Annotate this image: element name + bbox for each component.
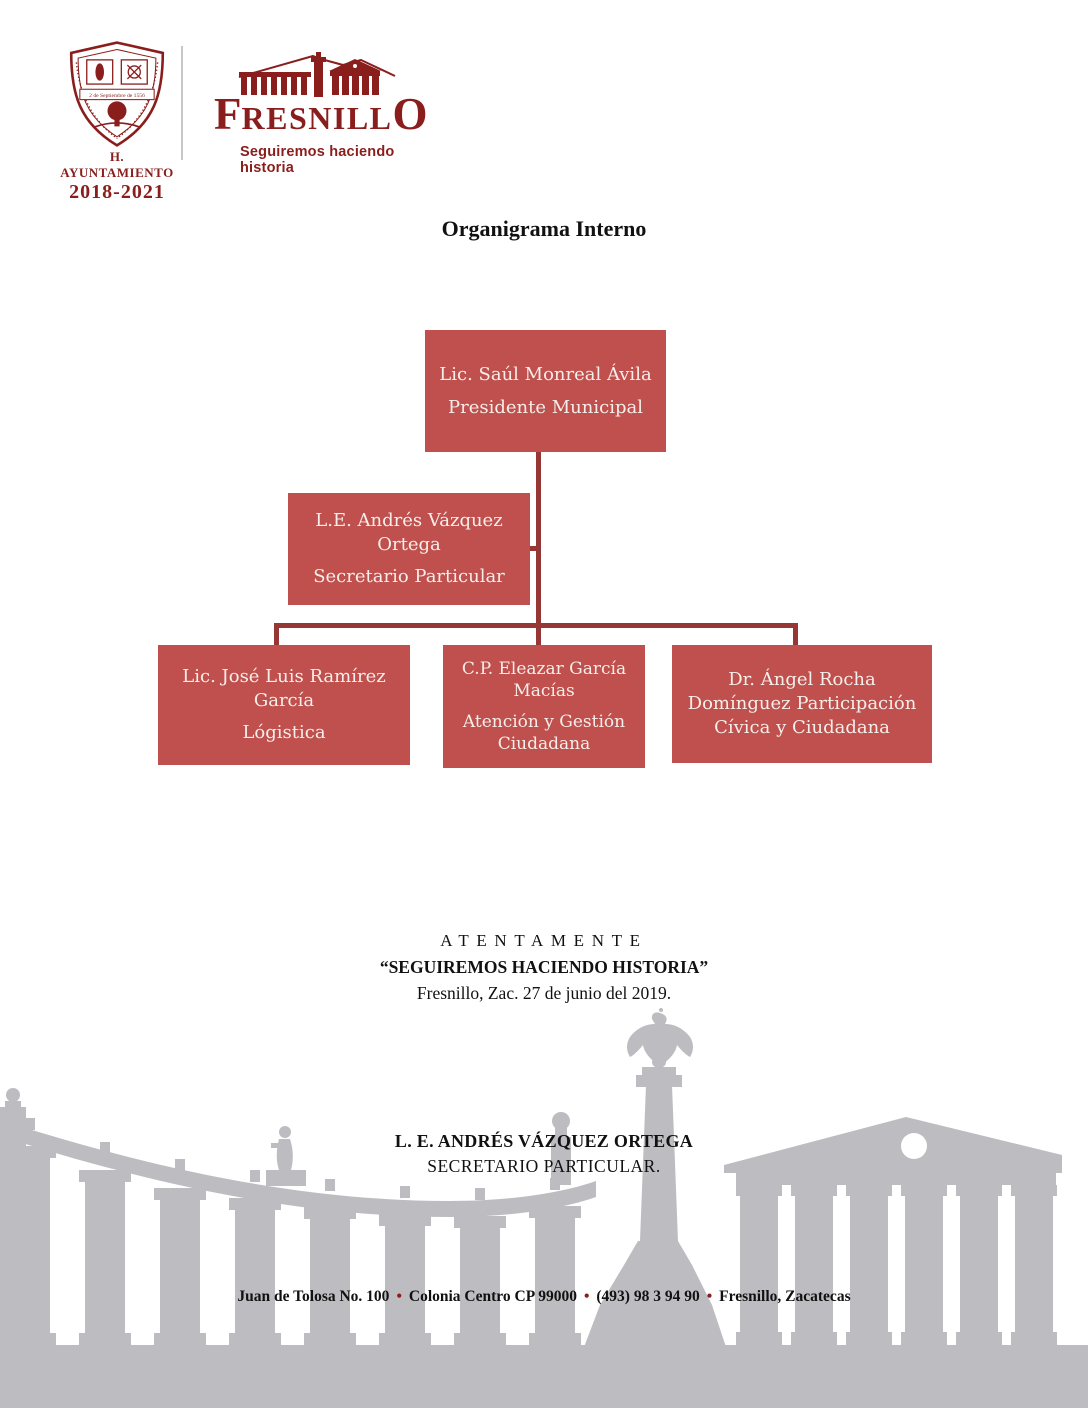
crest-institution: H. AYUNTAMIENTO xyxy=(60,149,174,180)
org-node-participacion xyxy=(672,645,932,763)
connector-horizontal xyxy=(274,623,798,628)
org-node-presidente xyxy=(425,330,666,452)
org-node-role: Participación Cívica y Ciudadana xyxy=(714,692,917,739)
org-node-role: Secretario Particular xyxy=(313,566,505,588)
footer-bullet-icon: • xyxy=(583,1288,590,1305)
footer-bullet-icon: • xyxy=(706,1288,713,1305)
org-node-name: Lic. Saúl Monreal Ávila xyxy=(439,364,652,386)
org-node-name: C.P. Eleazar García Macías xyxy=(461,658,627,701)
footer-city: Fresnillo, Zacatecas xyxy=(719,1288,851,1305)
org-node-role: Lógistica xyxy=(242,722,326,744)
connector-drop-right xyxy=(793,628,798,645)
org-node-secretario xyxy=(288,493,530,605)
footer-phone: (493) 98 3 94 90 xyxy=(596,1288,700,1305)
signature-title: SECRETARIO PARTICULAR. xyxy=(427,1156,661,1177)
page-title: Organigrama Interno xyxy=(441,216,647,241)
org-node-role: Atención y Gestión Ciudadana xyxy=(462,712,626,755)
fresnillo-wordmark xyxy=(214,89,428,139)
salutation: ATENTAMENTE xyxy=(440,931,648,950)
fresnillo-logo xyxy=(214,50,444,176)
footer-bullet-icon: • xyxy=(396,1288,402,1305)
closing-block xyxy=(0,928,1088,1006)
org-node-logistica xyxy=(158,645,410,765)
crest-shield-icon xyxy=(56,40,178,148)
header-divider xyxy=(181,46,183,160)
ayuntamiento-crest xyxy=(56,40,178,204)
org-node-name: Lic. José Luis Ramírez García xyxy=(182,666,386,711)
crest-period: 2018-2021 xyxy=(69,181,165,203)
footer-street: Juan de Tolosa No. 100 xyxy=(237,1288,390,1305)
wordmark-final: O xyxy=(392,89,428,139)
signature-block xyxy=(0,1128,1088,1179)
org-node-name: L.E. Andrés Vázquez Ortega xyxy=(315,510,503,555)
crest-banner-date: 2 de Septiembre de 1556 xyxy=(89,93,145,100)
org-node-role: Presidente Municipal xyxy=(448,396,643,418)
footer-address xyxy=(0,1288,1088,1306)
signature-name: L. E. ANDRÉS VÁZQUEZ ORTEGA xyxy=(394,1131,694,1151)
connector-vertical xyxy=(536,452,541,645)
wordmark-initial: F xyxy=(214,89,242,139)
brand-tagline: Seguiremos haciendo historia xyxy=(240,144,395,176)
wordmark-middle: RESNILL xyxy=(241,100,393,136)
org-node-name: Dr. Ángel Rocha Domínguez xyxy=(687,668,876,714)
org-node-atencion xyxy=(443,645,645,768)
org-node-text xyxy=(678,668,926,741)
motto: “SEGUIREMOS HACIENDO HISTORIA” xyxy=(379,956,709,977)
footer-colonia: Colonia Centro CP 99000 xyxy=(408,1288,577,1305)
connector-drop-left xyxy=(274,628,279,645)
dateline: Fresnillo, Zac. 27 de junio del 2019. xyxy=(416,982,672,1003)
